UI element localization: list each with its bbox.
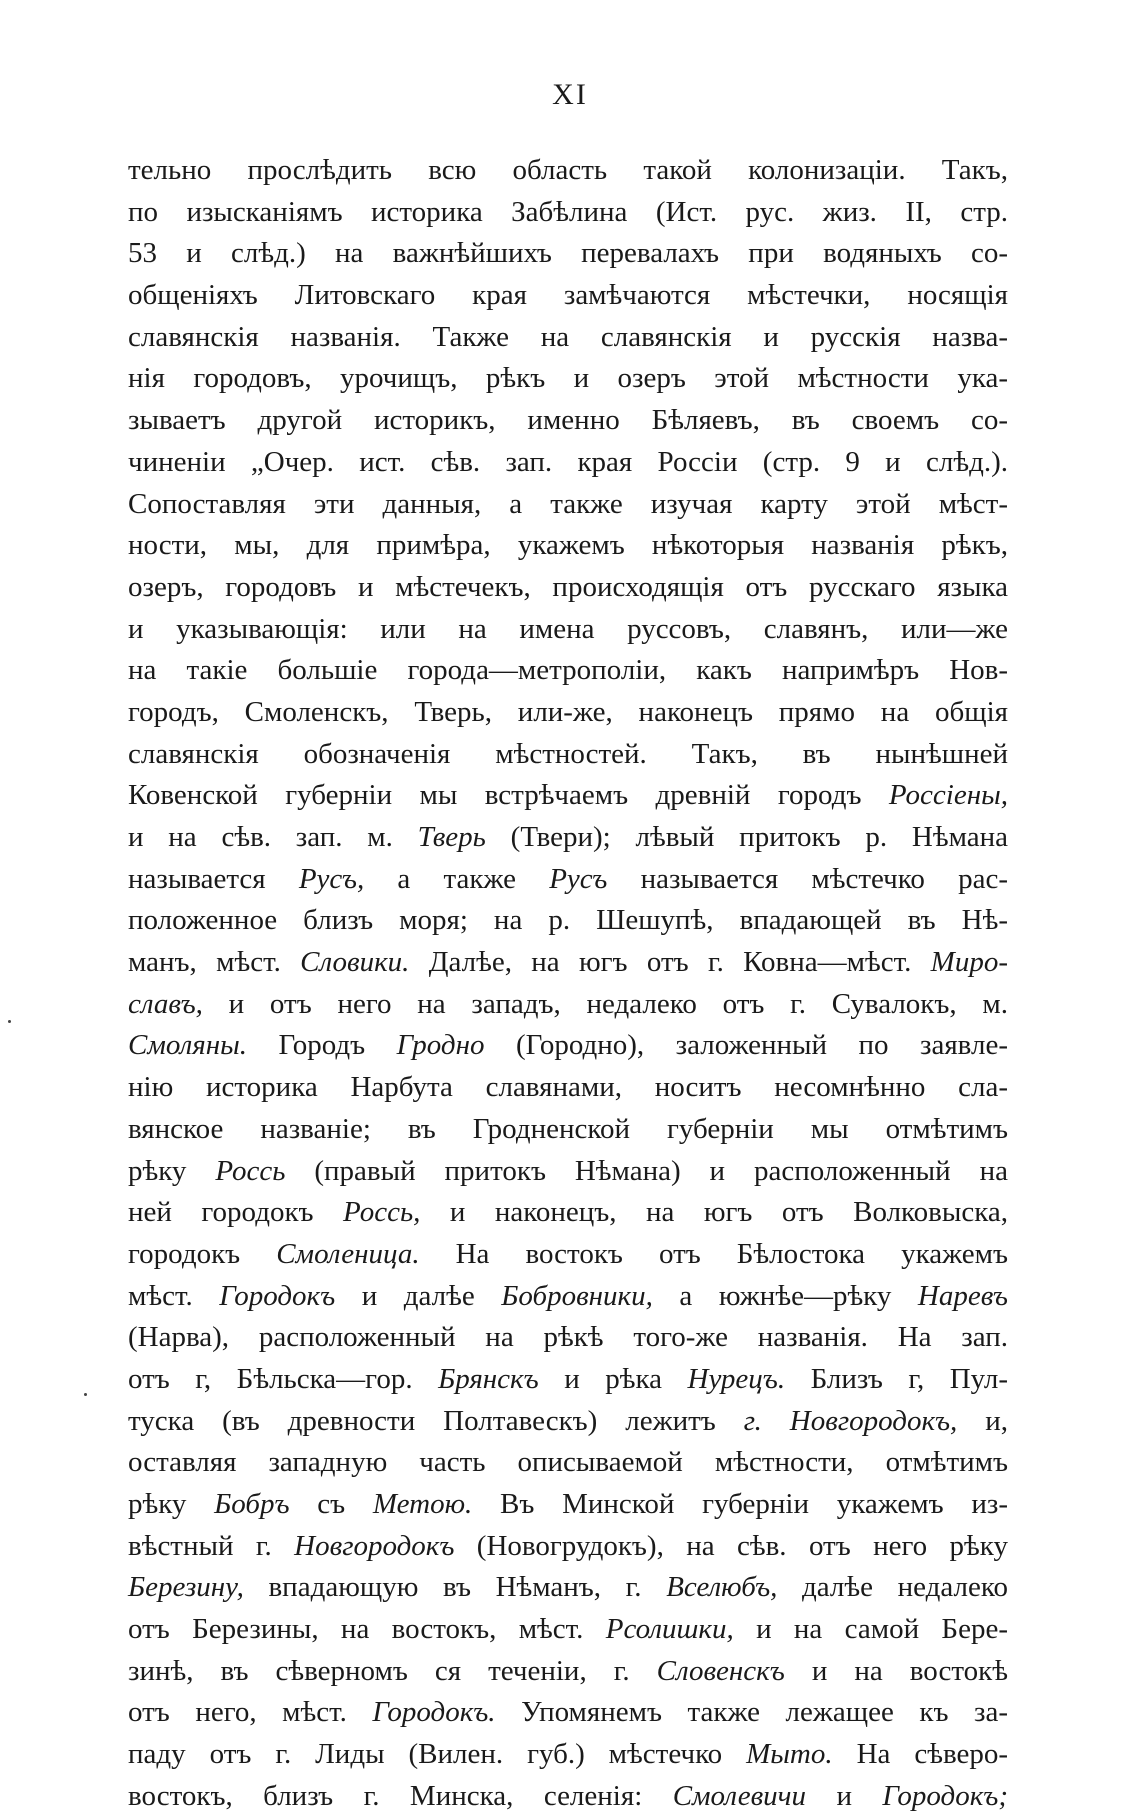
italic-place-name: Словики. — [300, 946, 410, 979]
text-line — [128, 1067, 1008, 1109]
text-line — [128, 400, 1008, 442]
text-body — [128, 150, 1008, 1818]
text-line — [128, 317, 1008, 359]
text-line — [128, 942, 1008, 984]
text-segment: и указывающія: или на имена руссовъ, славянъ, или—же — [128, 612, 1008, 645]
text-line — [128, 1359, 1008, 1401]
italic-place-name: Рсолишки, — [605, 1613, 734, 1646]
text-segment: вянское названіе; въ Гродненской губерніи мы отмѣтимъ — [128, 1112, 1008, 1145]
print-speck — [8, 1020, 11, 1023]
italic-place-name: г. Новгородокъ, — [743, 1404, 958, 1437]
text-segment: (правый притокъ Нѣмана) и расположенный на — [285, 1154, 1008, 1187]
text-line — [128, 900, 1008, 942]
text-segment: чиненіи „Очер. ист. сѣв. зап. края Россіи (стр. 9 и слѣд.). — [128, 445, 1008, 478]
text-line — [128, 1609, 1008, 1651]
text-line — [128, 1484, 1008, 1526]
text-segment: озеръ, городовъ и мѣстечекъ, происходящія отъ русскаго языка — [128, 570, 1008, 603]
italic-place-name: Смоленица. — [276, 1237, 420, 1270]
text-segment: рѣку — [128, 1154, 216, 1187]
text-segment: зываетъ другой историкъ, именно Бѣляевъ, въ своемъ со- — [128, 404, 1008, 437]
text-segment: Близъ г, Пул- — [785, 1362, 1009, 1395]
text-line — [128, 1151, 1008, 1193]
text-segment: а южнѣе—рѣку — [652, 1279, 918, 1312]
text-segment: и отъ него на западъ, недалеко отъ г. Сувалокъ, м. — [202, 987, 1008, 1020]
text-segment: мѣст. — [128, 1279, 220, 1312]
italic-place-name: Россь — [215, 1154, 286, 1187]
text-segment: нію историка Нарбута славянами, носитъ несомнѣнно сла- — [128, 1071, 1008, 1104]
text-line — [128, 650, 1008, 692]
text-segment: и на самой Бере- — [733, 1613, 1008, 1646]
text-segment: (Нарва), расположенный на рѣкѣ того-же названія. На зап. — [128, 1321, 1008, 1354]
text-line — [128, 817, 1008, 859]
italic-place-name: Словенскъ — [656, 1654, 785, 1687]
text-segment: городъ, Смоленскъ, Тверь, или-же, наконецъ прямо на общія — [128, 695, 1008, 728]
text-line — [128, 1401, 1008, 1443]
italic-place-name: Нурецъ. — [687, 1362, 786, 1395]
text-line — [128, 150, 1008, 192]
italic-place-name: Гродно — [396, 1029, 485, 1062]
text-line — [128, 1234, 1008, 1276]
text-line — [128, 233, 1008, 275]
text-segment: На сѣверо- — [832, 1738, 1008, 1771]
italic-place-name: Россь, — [343, 1196, 421, 1229]
text-line — [128, 984, 1008, 1026]
text-segment: и наконецъ, на югъ отъ Волковыска, — [420, 1196, 1008, 1229]
text-segment: называется — [128, 862, 299, 895]
text-line — [128, 609, 1008, 651]
italic-place-name: Россіены, — [888, 779, 1008, 812]
text-line — [128, 275, 1008, 317]
text-line — [128, 358, 1008, 400]
text-segment: Сопоставляя эти данныя, а также изучая карту этой мѣст- — [128, 487, 1008, 520]
text-segment: и — [806, 1779, 883, 1812]
text-segment: 53 и слѣд.) на важнѣйшихъ перевалахъ при водяныхъ со- — [128, 237, 1008, 270]
italic-place-name: Вселюбъ, — [666, 1571, 778, 1604]
text-segment: и на востокѣ — [784, 1654, 1008, 1687]
italic-place-name: Новгородокъ — [294, 1529, 455, 1562]
text-segment: туска (въ древности Полтавескъ) лежитъ — [128, 1404, 744, 1437]
text-segment: оставляя западную часть описываемой мѣстности, отмѣтимъ — [128, 1446, 1008, 1479]
text-segment: Упомянемъ также лежащее къ за- — [495, 1696, 1008, 1729]
italic-place-name: Городокъ — [219, 1279, 336, 1312]
print-speck — [84, 1393, 87, 1396]
text-segment: рѣку — [128, 1488, 215, 1520]
text-line — [128, 525, 1008, 567]
text-segment: тельно прослѣдить всю область такой колонизаціи. Такъ, — [128, 154, 1008, 186]
text-segment: отъ него, мѣст. — [128, 1696, 373, 1729]
text-line — [128, 484, 1008, 526]
text-segment: называется мѣстечко рас- — [607, 862, 1008, 895]
text-segment: ней городокъ — [128, 1196, 344, 1229]
text-line — [128, 1025, 1008, 1067]
text-segment: Ковенской губерніи мы встрѣчаемъ древній городъ — [128, 779, 889, 812]
text-segment: (Новогрудокъ), на сѣв. отъ него рѣку — [454, 1529, 1008, 1562]
text-segment: Далѣе, на югъ отъ г. Ковна—мѣст. — [409, 946, 931, 979]
text-line — [128, 192, 1008, 234]
italic-place-name: Брянскъ — [438, 1362, 539, 1395]
italic-place-name: Бобръ — [214, 1488, 290, 1520]
text-segment: и далѣе — [335, 1279, 502, 1312]
text-segment: далѣе недалеко — [777, 1571, 1008, 1604]
text-segment: нія городовъ, урочищъ, рѣкъ и озеръ этой мѣстности ука- — [128, 362, 1008, 395]
text-segment: вѣстный г. — [128, 1529, 295, 1562]
text-segment: городокъ — [128, 1237, 277, 1270]
text-line — [128, 1109, 1008, 1151]
text-line — [128, 1692, 1008, 1734]
text-segment: зинѣ, въ сѣверномъ ся теченіи, г. — [128, 1654, 657, 1687]
text-segment: на такіе большіе города—метрополіи, какъ напримѣръ Нов- — [128, 654, 1008, 687]
text-segment: и рѣка — [538, 1362, 688, 1395]
text-line — [128, 1192, 1008, 1234]
text-segment: по изысканіямъ историка Забѣлина (Ист. рус. жиз. II, стр. — [128, 195, 1008, 228]
italic-place-name: Миро- — [930, 946, 1008, 979]
text-segment: и на сѣв. зап. м. — [128, 821, 418, 853]
text-segment: а также — [364, 862, 550, 895]
italic-place-name: Смоляны. — [128, 1029, 248, 1062]
text-segment: славянскія названія. Также на славянскія и русскія назва- — [128, 320, 1008, 353]
italic-place-name: Тверь — [417, 821, 486, 853]
text-segment: Городъ — [247, 1029, 397, 1062]
italic-place-name: Русъ — [549, 862, 608, 895]
text-segment: отъ г, Бѣльска—гор. — [128, 1362, 439, 1395]
text-line — [128, 734, 1008, 776]
text-segment: (Городно), заложенный по заявле- — [484, 1029, 1008, 1062]
text-segment: съ — [289, 1488, 373, 1520]
text-line — [128, 442, 1008, 484]
text-segment: манъ, мѣст. — [128, 946, 301, 979]
text-segment: Въ Минской губерніи укажемъ из- — [472, 1488, 1008, 1520]
text-line — [128, 567, 1008, 609]
italic-place-name: Городокъ. — [372, 1696, 496, 1729]
text-segment: и, — [957, 1404, 1008, 1437]
text-segment: ности, мы, для примѣра, укажемъ нѣкоторыя названія рѣкъ, — [128, 529, 1008, 562]
text-line — [128, 1567, 1008, 1609]
italic-place-name: Мыто. — [746, 1738, 833, 1771]
text-line — [128, 692, 1008, 734]
italic-place-name: Наревъ — [917, 1279, 1008, 1312]
text-line — [128, 1526, 1008, 1568]
italic-place-name: Городокъ; — [882, 1779, 1008, 1812]
text-segment: На востокъ отъ Бѣлостока укажемъ — [419, 1237, 1008, 1270]
page-number: XI — [552, 78, 588, 111]
italic-place-name: Метою. — [372, 1488, 473, 1520]
italic-place-name: Русъ, — [298, 862, 365, 895]
text-segment: отъ Березины, на востокъ, мѣст. — [128, 1613, 606, 1646]
text-line — [128, 775, 1008, 817]
italic-place-name: Березину, — [128, 1571, 244, 1604]
text-segment: паду отъ г. Лиды (Вилен. губ.) мѣстечко — [128, 1738, 747, 1771]
text-line — [128, 1776, 1008, 1818]
text-segment: славянскія обозначенія мѣстностей. Такъ, въ нынѣшней — [128, 737, 1008, 770]
text-segment: общеніяхъ Литовскаго края замѣчаются мѣстечки, носящія — [128, 279, 1008, 312]
text-line — [128, 1317, 1008, 1359]
text-line — [128, 1651, 1008, 1693]
text-line — [128, 1276, 1008, 1318]
text-segment: впадающую въ Нѣманъ, г. — [243, 1571, 667, 1604]
italic-place-name: Бобровники, — [501, 1279, 653, 1312]
text-line — [128, 1734, 1008, 1776]
text-segment: (Твери); лѣвый притокъ р. Нѣмана — [485, 821, 1008, 853]
text-segment: положенное близъ моря; на р. Шешупѣ, впадающей въ Нѣ- — [128, 904, 1008, 937]
text-line — [128, 1442, 1008, 1484]
text-segment: востокъ, близъ г. Минска, селенія: — [128, 1779, 673, 1812]
italic-place-name: Смолевичи — [672, 1779, 806, 1812]
italic-place-name: славъ, — [128, 987, 203, 1020]
text-line — [128, 859, 1008, 901]
